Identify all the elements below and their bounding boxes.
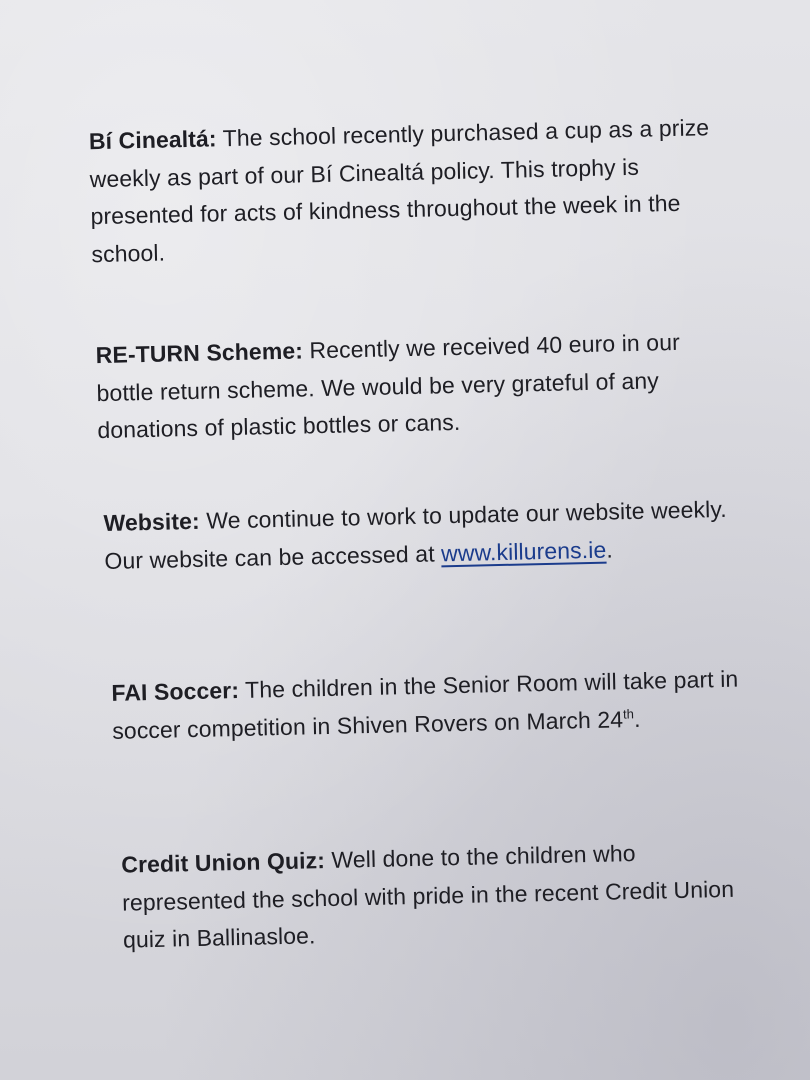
notice-credit-union-quiz	[121, 832, 763, 959]
notice-text: The school recently purchased a cup as a prize weekly as part of our Bí Cinealtá policy. This trophy is presented for acts of kindness throughout the week in the school.	[89, 114, 710, 267]
notice-fai-soccer	[111, 660, 753, 750]
notice-punctuation: .	[633, 705, 641, 732]
notice-return-scheme	[95, 323, 737, 450]
notice-heading: RE-TURN Scheme:	[95, 337, 304, 369]
notice-text: Well done to the children who represented the school with pride in the recent Credit Union quiz in Ballinasloe.	[121, 840, 735, 953]
notice-text: We continue to work to update our website weekly. Our website can be accessed at	[104, 495, 727, 574]
notice-heading: Bí Cinealtá:	[88, 125, 217, 155]
notice-website	[103, 490, 745, 580]
notice-heading: Credit Union Quiz:	[121, 847, 326, 878]
notice-heading: Website:	[103, 507, 201, 536]
notice-punctuation: .	[605, 535, 614, 563]
ordinal-suffix: th	[622, 705, 635, 722]
notice-heading: FAI Soccer:	[111, 676, 240, 706]
website-link[interactable]: www.killurens.ie	[440, 536, 607, 566]
notice-bi-cinealta	[88, 109, 731, 273]
notice-text: The children in the Senior Room will take part in soccer competition in Shiven Rovers on March 24	[111, 665, 739, 744]
notice-text: Recently we received 40 euro in our bottle return scheme. We would be very grateful of any donations of plastic bottles or cans.	[96, 328, 681, 444]
